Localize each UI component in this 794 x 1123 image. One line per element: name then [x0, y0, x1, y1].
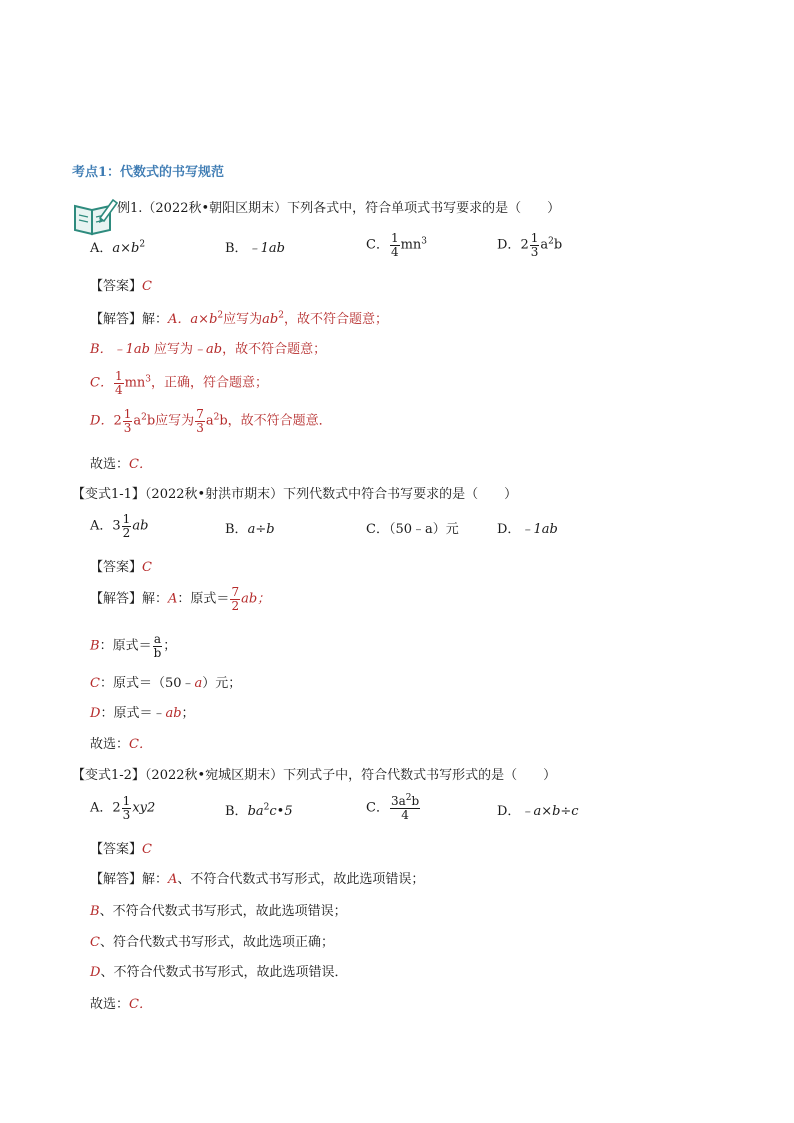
- q2-analysis-d: D：原式＝﹣ab；: [90, 706, 195, 721]
- q3-option-d: D．﹣a×b÷c: [497, 804, 579, 819]
- q3-analysis-d: D、不符合代数式书写形式，故此选项错误．: [90, 965, 348, 980]
- q1-stem: 例1.（2022秋•朝阳区期末）下列各式中，符合单项式书写要求的是（ ）: [117, 201, 561, 216]
- q3-analysis-a: 【解答】解：A、不符合代数式书写形式，故此选项错误；: [90, 872, 425, 887]
- q2-analysis-a: 【解答】解：A：原式＝ $\frac{7}{2}$ ab；: [90, 585, 271, 613]
- q3-answer: 【答案】C: [90, 842, 152, 857]
- q2-conclusion: 故选：C．: [90, 737, 152, 752]
- q3-analysis-c: C、符合代数式书写形式，故此选项正确；: [90, 935, 334, 950]
- q1-analysis-b: B．﹣1ab 应写为﹣ab，故不符合题意；: [90, 342, 327, 357]
- q1-answer: 【答案】C: [90, 279, 152, 294]
- q1-analysis-d: D．2 $\frac{1}{3}$ $a^2b$应写为 $\frac{7}{3}$ $a^2b$，故不符合题意．: [90, 407, 332, 435]
- q3-conclusion: 故选：C．: [90, 997, 152, 1012]
- book-pencil-icon: [72, 196, 118, 236]
- q2-analysis-b: B：原式＝ $\frac{a}{b}$ ；: [90, 632, 177, 660]
- q2-analysis-c: C：原式＝（50﹣a）元；: [90, 676, 242, 691]
- q2-option-d: D．﹣1ab: [497, 522, 558, 537]
- q3-option-c: C． $\frac{3a^2b}{4}$: [366, 793, 420, 822]
- q3-analysis-b: B、不符合代数式书写形式，故此选项错误；: [90, 904, 347, 919]
- q3-stem: 【变式1-2】（2022秋•宛城区期末）下列式子中，符合代数式书写形式的是（ ）: [72, 768, 557, 783]
- q2-option-b: B．a÷b: [225, 522, 275, 537]
- q1-option-c: C． $\frac{1}{4}$ $mn^3$: [366, 231, 428, 259]
- q1-option-b: B．﹣1ab: [225, 241, 285, 256]
- q1-conclusion: 故选：C．: [90, 457, 152, 472]
- q2-stem: 【变式1-1】（2022秋•射洪市期末）下列代数式中符合书写要求的是（ ）: [72, 487, 518, 502]
- q1-option-a: A．$a\times b^2$: [90, 239, 146, 256]
- q2-option-c: C．（50﹣a）元: [366, 522, 459, 537]
- section-title: 考点1：代数式的书写规范: [72, 165, 225, 180]
- q3-option-a: A．2 $\frac{1}{3}$ xy2: [90, 794, 156, 822]
- q3-option-b: B．$ba^2c•5$: [225, 802, 293, 819]
- q1-option-d: D．2 $\frac{1}{3}$ $a^2b$: [497, 231, 563, 259]
- q1-analysis-a: 【解答】解：A．$a\times b^2$应写为$ab^2$，故不符合题意；: [90, 310, 388, 327]
- q2-option-a: A．3 $\frac{1}{2}$ ab: [90, 512, 149, 540]
- q2-answer: 【答案】C: [90, 560, 152, 575]
- q1-analysis-c: C． $\frac{1}{4}$ $mn^3$，正确，符合题意；: [90, 369, 269, 397]
